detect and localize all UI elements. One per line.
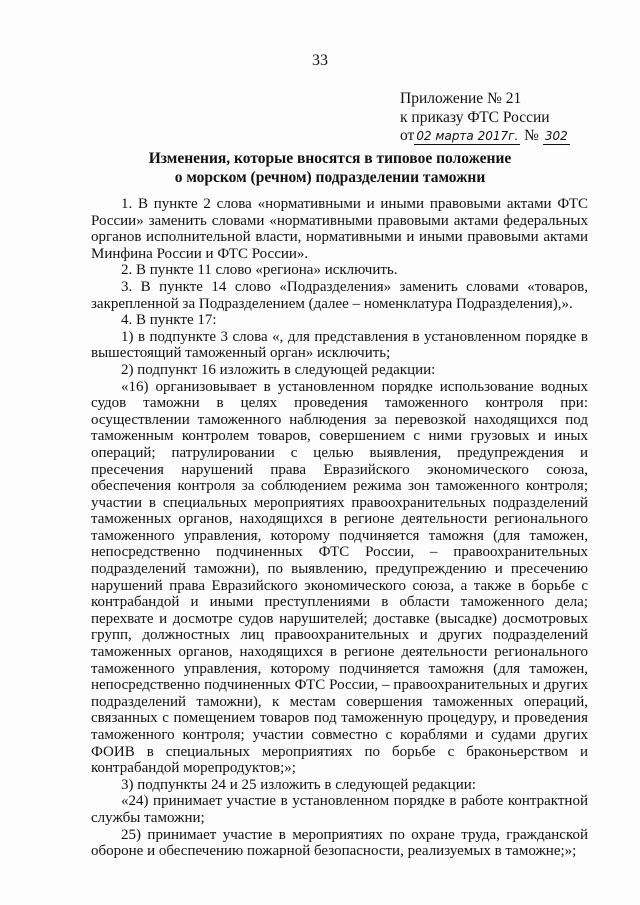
appendix-line-2: к приказу ФТС России xyxy=(400,108,550,126)
handwritten-date: 02 марта 2017г. xyxy=(416,129,519,143)
date-prefix: от xyxy=(400,127,415,144)
paragraph: 4. В пункте 17: xyxy=(121,312,217,329)
paragraph: «16) организовывает в установленном порядке использование водных судов таможни в целях проведения таможенного контроля при: осуществлении таможенного наблюдения за перевозкой находящихся под таможенным контролем товаров, совершением с ними грузовых и иных операций; патрулировании с целью выявления, предупреждения и пресечения нарушений права Евразийского экономического союза, обеспечения контроля за соблюдением режима зон таможенного контроля; участии в специальных мероприятиях правоохранительных подразделений таможенных органов, находящихся в регионе деятельности регионального таможенного управления, которому подчиняется таможня (для таможен, непосредственно подчиненных ФТС России, – правоохранительных подразделений таможни), по выявлению, предупреждению и пресечению нарушений права Евразийского экономического союза, а также в борьбе с контрабандой и иными преступлениями в области таможенного дела; перехвате и досмотре судов нарушителей; доставке (высадке) досмотровых групп, должностных лиц правоохранительных и других подразделений таможенных органов, находящихся в регионе деятельности регионального таможенного управления, которому подчиняется таможня (для таможен, непосредственно подчиненных ФТС России, – правоохранительных и других подразделений таможни), к местам совершения таможенных операций, связанных с помещением товаров под таможенную процедуру, и проведения таможенного контроля; участии совместно с кораблями и судами других ФОИВ в специальных мероприятиях по борьбе с браконьерством и контрабандой морепродуктов;»; xyxy=(91,378,588,777)
paragraph: 1) в подпункте 3 слова «, для представления в установленном порядке в вышестоящий таможенный орган» исключить; xyxy=(91,328,588,362)
paragraph: 2) подпункт 16 изложить в следующей редакции: xyxy=(121,361,436,378)
title-line-2: о морском (речном) подразделении таможни xyxy=(174,168,486,186)
paragraph: 1. В пункте 2 слова «нормативными и иными правовыми актами ФТС России» заменить словами «нормативными правовыми актами федеральных органов исполнительной власти, нормативными и иными правовыми актами Минфина России и ФТС России». xyxy=(91,196,588,262)
appendix-header xyxy=(400,90,570,146)
number-prefix: № xyxy=(524,127,539,144)
paragraph: 2. В пункте 11 слово «региона» исключить. xyxy=(121,262,398,279)
document-title xyxy=(80,150,580,187)
appendix-line-3 xyxy=(400,127,570,146)
paragraph: 3) подпункты 24 и 25 изложить в следующей редакции: xyxy=(121,776,476,793)
handwritten-number: 302 xyxy=(544,129,568,143)
page-number: 33 xyxy=(312,52,328,69)
paragraph: 25) принимает участие в мероприятиях по охране труда, гражданской обороне и обеспечению пожарной безопасности, реализуемых в таможне;»; xyxy=(91,826,588,860)
document-body xyxy=(91,196,588,860)
title-line-1: Изменения, которые вносятся в типовое положение xyxy=(148,150,512,167)
paragraph: «24) принимает участие в установленном порядке в работе контрактной службы таможни; xyxy=(91,793,588,826)
appendix-line-1: Приложение № 21 xyxy=(400,90,522,107)
paragraph: 3. В пункте 14 слово «Подразделения» заменить словами «товаров, закрепленной за Подразделением (далее – номенклатура Подразделения),». xyxy=(91,278,588,312)
